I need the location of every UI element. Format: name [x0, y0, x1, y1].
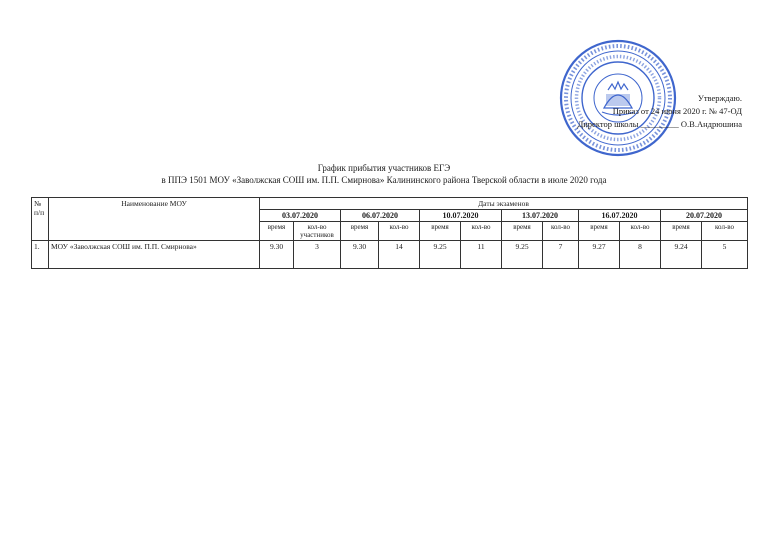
header-time: время [579, 222, 620, 241]
header-count: кол-во [620, 222, 661, 241]
header-count: кол-во [702, 222, 748, 241]
header-date: 13.07.2020 [502, 210, 579, 222]
header-date: 20.07.2020 [661, 210, 748, 222]
header-count: кол-во [543, 222, 579, 241]
cell-count: 5 [702, 241, 748, 269]
cell-time: 9.25 [420, 241, 461, 269]
header-count: кол-во [379, 222, 420, 241]
table-header-row-1 [32, 198, 748, 210]
approval-line-2: Приказ от 24 июня 2020 г. № 47-ОД [612, 106, 742, 116]
header-date: 06.07.2020 [341, 210, 420, 222]
header-date: 16.07.2020 [579, 210, 661, 222]
header-count: кол-во [461, 222, 502, 241]
cell-time: 9.25 [502, 241, 543, 269]
cell-count: 11 [461, 241, 502, 269]
schedule-table [31, 197, 748, 269]
cell-count: 7 [543, 241, 579, 269]
cell-count: 14 [379, 241, 420, 269]
document-subtitle: в ППЭ 1501 МОУ «Заволжская СОШ им. П.П. Смирнова» Калининского района Тверской области в июле 2020 года [161, 175, 607, 185]
header-count: кол-во участников [294, 222, 341, 241]
header-date: 10.07.2020 [420, 210, 502, 222]
row-school-name: МОУ «Заволжская СОШ им. П.П. Смирнова» [49, 241, 260, 269]
row-num: 1. [32, 241, 49, 269]
approval-block [577, 92, 742, 131]
cell-time: 9.30 [341, 241, 379, 269]
header-time: время [420, 222, 461, 241]
approval-line-1: Утверждаю. [697, 93, 742, 103]
header-name: Наименование МОУ [49, 198, 260, 241]
header-time: время [661, 222, 702, 241]
cell-time: 9.27 [579, 241, 620, 269]
cell-count: 8 [620, 241, 661, 269]
header-num: № п/п [32, 198, 49, 241]
header-time: время [502, 222, 543, 241]
cell-time: 9.24 [661, 241, 702, 269]
header-date: 03.07.2020 [260, 210, 341, 222]
cell-count: 3 [294, 241, 341, 269]
header-time: время [260, 222, 294, 241]
table-row [32, 241, 748, 269]
cell-time: 9.30 [260, 241, 294, 269]
header-dates: Даты экзаменов [260, 198, 748, 210]
document-title: График прибытия участников ЕГЭ [317, 163, 451, 173]
approval-line-3: Директор школы _________ О.В.Андрюшина [577, 119, 742, 129]
header-time: время [341, 222, 379, 241]
